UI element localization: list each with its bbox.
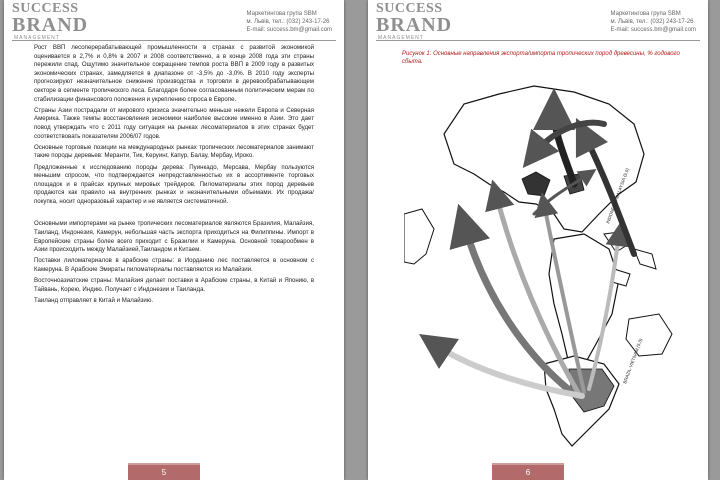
paragraph: Предложенные к исследованию породы дерева: Пуинкадо, Мерсава, Мербау пользуются меньшим спросом, что подтверждается непредставленностью их в ассортименте торговых площадок и в прайсах крупных мировых трейдеров. Пиломатериалы этих пород деревьев продаются как правило на внутренних рынках и незначительными объемами. Их продажа/покупка, носит одноразовый характер и не является систематичной. [34,163,314,205]
header-contact [611,10,696,34]
paragraph: Таиланд отправляет в Китай и Малайзию. [34,297,154,304]
paragraph: Основные торговые позиции на международных рынках тропических лесоматериалов занимают такие породы деревьев: Меранти, Тик, Керуинг, Капур, Балау, Мербау, Ироко. [34,143,314,160]
paragraph: Рост ВВП лесоперерабатывающей промышленности в странах с развитой экономикой оценивается в 2,7% и 0,8% в 2007 и 2008 соответственно, а в конце 2008 года эти страны пережили спад. Ощутимо значительное сокращение темпов роста ВВП в 2009 году в развитых экономических странах, замедляется в диапазоне от -3,5% до -3,0%. В 2010 году эксперты прогнозируют незначительное снижение производства и торговли в деревообрабатывающем секторе в сегменте тропического леса. Благодаря более согласованным политическим мерам по стабилизации финансового положения и укреплению спроса в Европе. [34,44,314,103]
header-divider [12,40,336,41]
contact-phone: м. Львів, тел.: (032) 243-17-26 [246,19,330,25]
contact-company: Маркетингова група SBM [246,11,317,17]
paragraph: Восточноазиатские страны: Малайзия делает поставки в Арабские страны, в Китай и Японию, в Тайвань, Корею, Индию. Получает с Индонезии и Таиланда. [34,277,314,293]
world-map-svg [404,64,676,452]
brand-logo: SUCCESS BRAND MANAGEMENT [12,1,89,41]
map-label: BRAZIL-VIETNAM (5.0) [622,337,644,385]
header-divider [376,40,700,41]
page-number: 6 [492,463,564,480]
contact-email: E-mail: success.bm@gmail.com [246,27,332,33]
contact-email: E-mail: success.bm@gmail.com [610,27,696,33]
paragraph: Основными импортерами на рынке тропических лесоматериалов являются Бразилия, Малайзия, Таиланд, Индонезия, Камерун, небольшая часть экспорта приходиться на Филиппины. Импорт в Европейские страны более всего приходит с Бразилии и Камеруна. Основной товарообмен в Азии происходить между Малайзией,Таиландом и Китаем. [34,220,314,254]
paragraph: Поставки лиломатериалов в арабские страны: в Иорданию лес поставляется в основном с Камеруна. В Арабские Эмираты пиломатериалы поставляются из Малайзии. [34,257,314,274]
map-label: INDONESIA-MALAYSIA (5.0) [605,167,631,225]
trade-flow-map [404,64,676,452]
page-5-body [34,44,314,308]
header-contact [247,10,332,34]
figure-caption: Рисунок 1: Основные направления экспорта/импорта тропических пород древесины, % годового сбыта. [402,51,680,65]
paragraph: Страны Азии пострадали от мирового кризиса значительно меньше нежели Европа и Северная Америка. Также темпы восстановления экономики наиболее высокие именно в Азии. Это дает повод утверждать что с 2011 году ситуация на рынках лесоматериалов в этих странах будет соответствовать показателям 2006/07 годов. [34,106,314,140]
map-landmass [634,249,656,269]
map-landmass [404,209,434,264]
map-landmass [626,314,672,356]
brand-logo: SUCCESS BRAND MANAGEMENT [376,1,453,41]
contact-phone: м. Львів, тел.: (032) 243-17-26 [610,19,694,25]
page-6 [368,0,708,480]
page-number: 5 [128,463,200,480]
contact-company: Маркетингова група SBM [610,11,681,17]
page-5 [4,0,344,480]
